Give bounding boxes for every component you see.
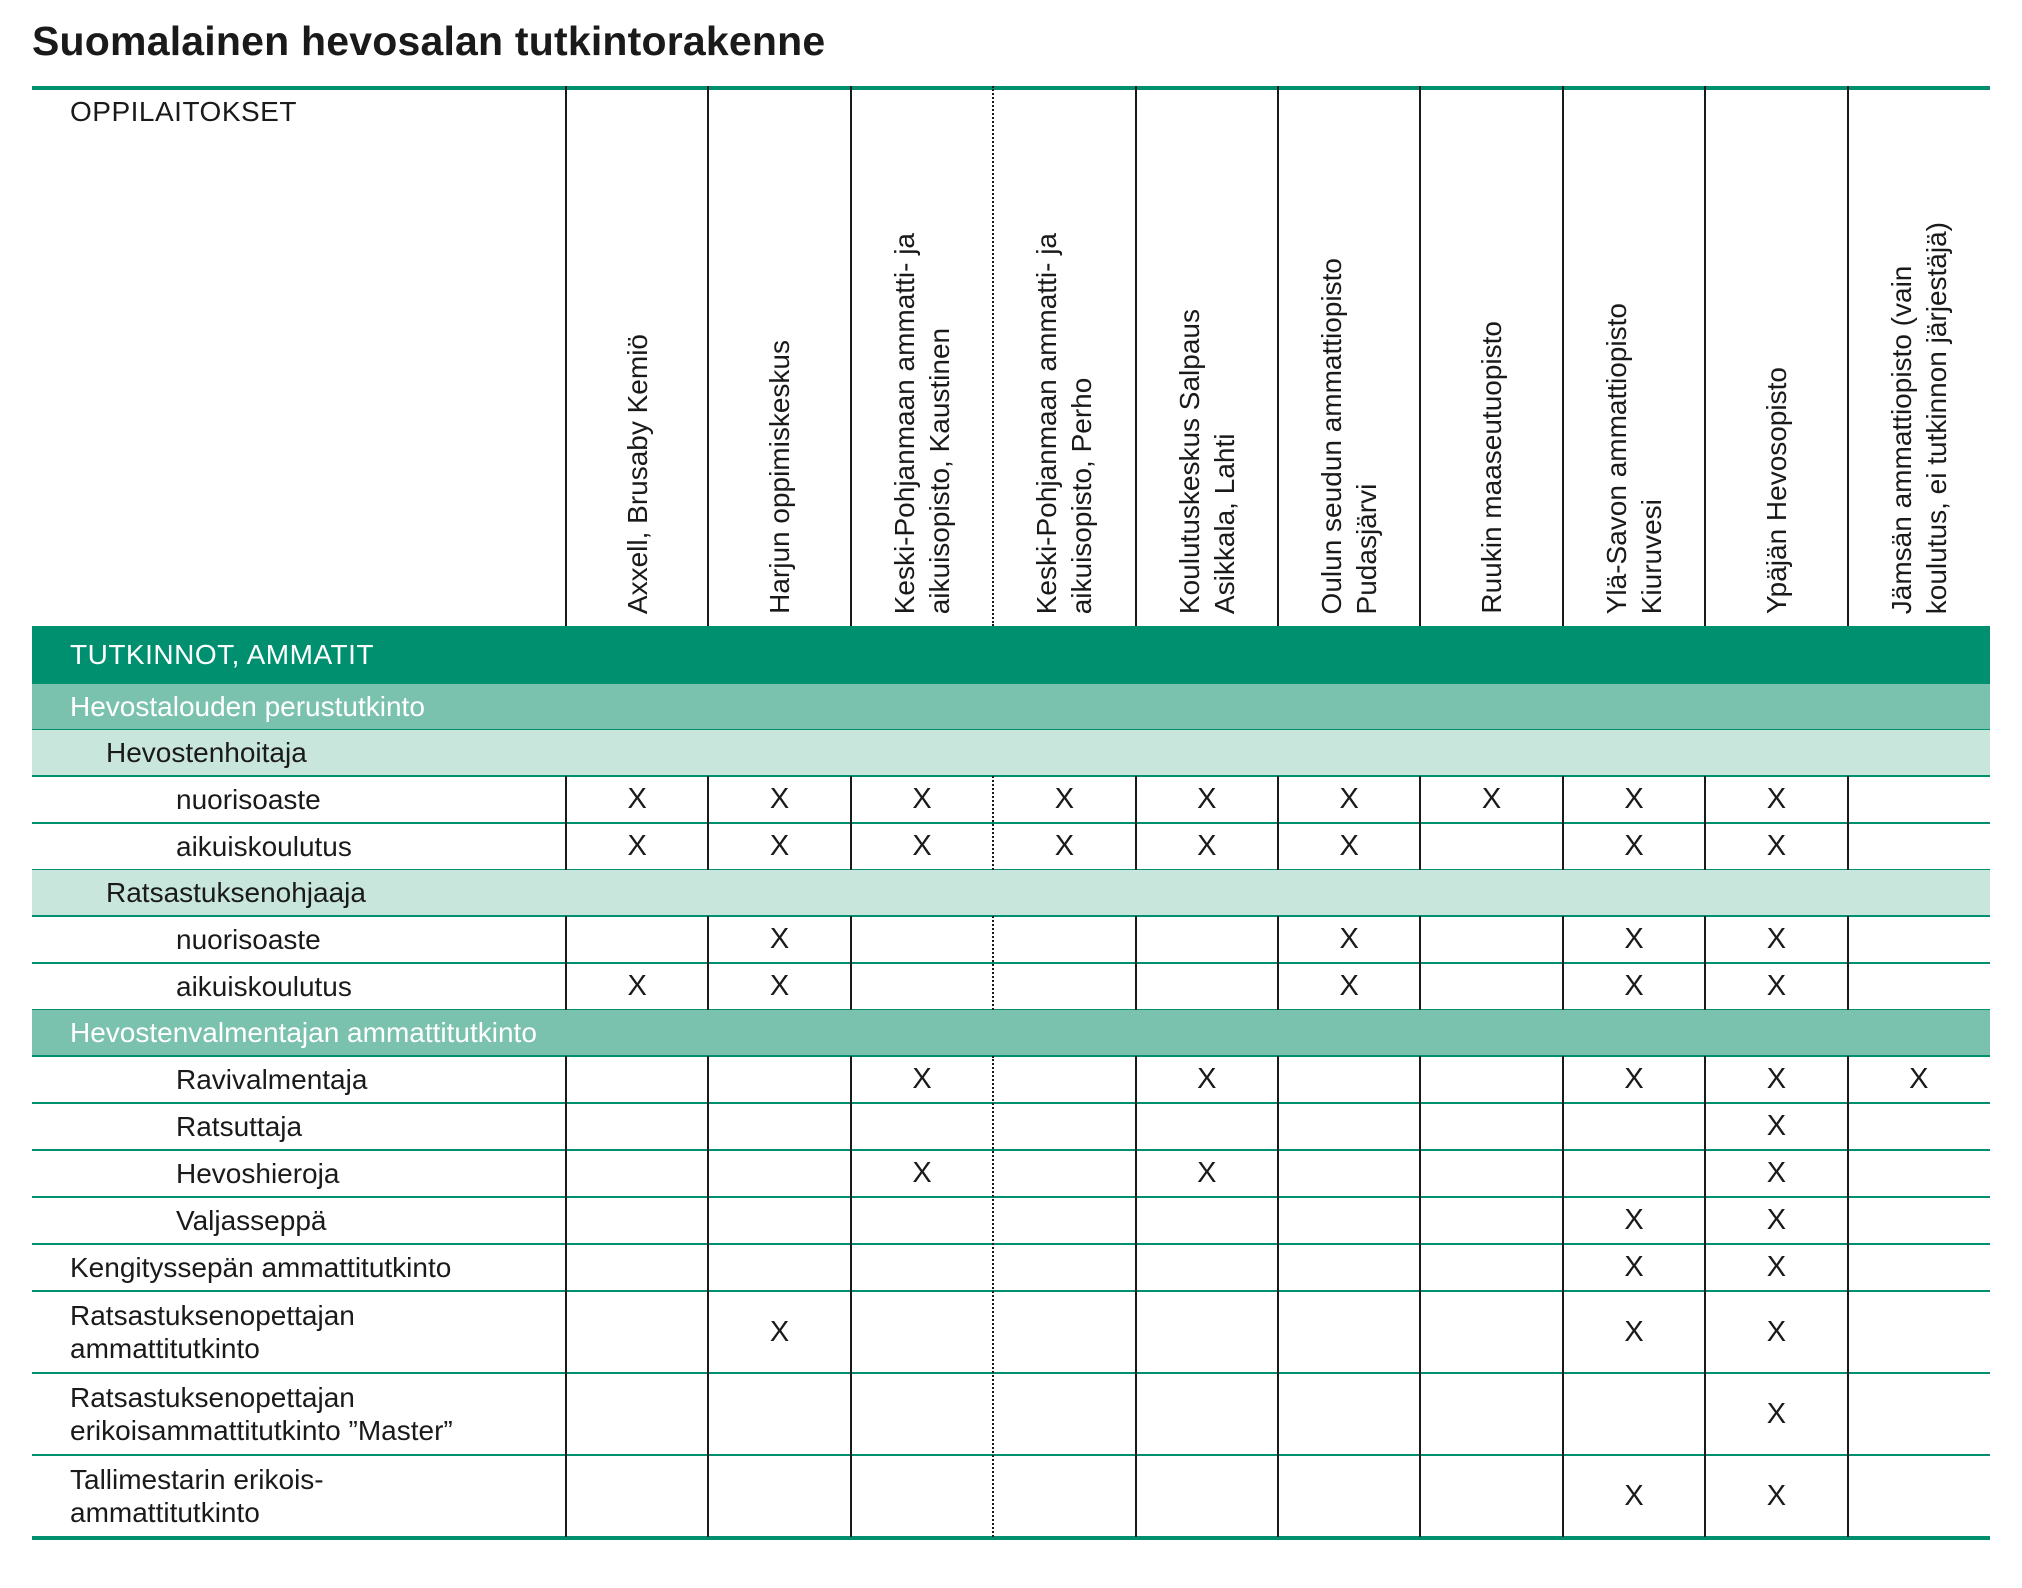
check-mark: X	[912, 1063, 932, 1095]
column-divider	[1419, 916, 1421, 1010]
check-mark: X	[1766, 830, 1787, 862]
check-mark: X	[1766, 970, 1787, 1002]
check-mark: X	[1624, 783, 1644, 815]
column-divider	[1277, 86, 1279, 626]
check-mark: X	[1624, 923, 1644, 955]
column-divider	[1562, 916, 1564, 1010]
check-mark: X	[1624, 830, 1644, 862]
check-mark: X	[769, 1315, 790, 1348]
column-header-label: Keski-Pohjanmaan ammatti- ja aikuisopisto, Perho	[1031, 232, 1098, 614]
column-divider	[1847, 1056, 1849, 1537]
check-mark: X	[769, 923, 790, 955]
column-divider	[1419, 86, 1421, 626]
column-divider	[565, 86, 567, 626]
column-divider	[992, 776, 994, 870]
column-header	[851, 106, 993, 614]
table-row	[32, 1373, 1990, 1455]
column-header	[1278, 106, 1420, 614]
check-mark: X	[1339, 830, 1359, 862]
check-mark: X	[1766, 923, 1787, 955]
occupation-band	[32, 730, 1990, 776]
qualification-band	[32, 684, 1990, 730]
column-divider	[1135, 916, 1137, 1010]
table-row	[32, 1103, 1990, 1150]
check-mark: X	[1197, 830, 1217, 862]
check-mark: X	[1054, 830, 1075, 862]
check-mark: X	[1766, 1251, 1787, 1283]
column-divider	[850, 916, 852, 1010]
page-title: Suomalainen hevosalan tutkintorakenne	[32, 18, 826, 64]
column-header	[1563, 106, 1705, 614]
column-divider	[1277, 776, 1279, 870]
column-divider	[1847, 916, 1849, 1010]
column-divider	[1135, 86, 1137, 626]
check-mark: X	[1766, 1063, 1787, 1095]
row-label: Ratsuttaja	[176, 1111, 303, 1142]
table-row	[32, 916, 1990, 963]
row-label: Tallimestarin erikois- ammattitutkinto	[70, 1464, 324, 1528]
table-row	[32, 776, 1990, 823]
check-mark: X	[1339, 970, 1359, 1002]
check-mark: X	[1624, 970, 1644, 1002]
column-header-label: Oulun seudun ammattiopisto Pudasjärvi	[1316, 257, 1383, 614]
column-divider	[992, 916, 994, 1010]
row-label: Ravivalmentaja	[176, 1064, 368, 1095]
check-mark: X	[1054, 783, 1075, 815]
check-mark: X	[1481, 783, 1502, 815]
column-divider	[707, 916, 709, 1010]
table-top-border	[32, 86, 1990, 90]
column-header-label: Ypäjän Hevosopisto	[1760, 367, 1792, 614]
column-header-label: Harjun oppimiskeskus	[764, 340, 796, 614]
row-label: Ratsastuksenopettajan erikoisammattitutkinto ”Master”	[70, 1382, 453, 1446]
row-label: Kengityssepän ammattitutkinto	[70, 1252, 452, 1283]
column-divider	[565, 776, 567, 870]
check-mark: X	[1766, 1157, 1787, 1189]
column-divider	[1847, 776, 1849, 870]
column-divider	[1277, 916, 1279, 1010]
column-divider	[1704, 86, 1706, 626]
column-divider	[1135, 776, 1137, 870]
column-header-label: Ruukin maaseutuopisto	[1476, 321, 1508, 614]
check-mark: X	[1339, 783, 1359, 815]
check-mark: X	[1624, 1479, 1644, 1512]
check-mark: X	[1766, 1479, 1787, 1512]
check-mark: X	[1766, 1315, 1787, 1348]
check-mark: X	[1766, 1204, 1787, 1236]
column-divider	[1847, 86, 1849, 626]
occupation-label: Hevostenhoitaja	[106, 737, 307, 768]
check-mark: X	[769, 830, 790, 862]
check-mark: X	[1766, 783, 1787, 815]
check-mark: X	[1624, 1063, 1644, 1095]
row-label: aikuiskoulutus	[176, 831, 352, 862]
column-divider	[1704, 916, 1706, 1010]
column-header-label: Koulutuskeskus Salpaus Asikkala, Lahti	[1173, 308, 1240, 614]
check-mark: X	[1197, 783, 1217, 815]
table-row	[32, 1197, 1990, 1244]
check-mark: X	[1909, 1063, 1929, 1095]
table-row	[32, 1056, 1990, 1103]
column-header	[993, 106, 1135, 614]
row-label: Ratsastuksenopettajan ammattitutkinto	[70, 1300, 355, 1364]
column-divider	[850, 86, 852, 626]
check-mark: X	[769, 783, 790, 815]
row-label: nuorisoaste	[176, 924, 321, 955]
check-mark: X	[627, 970, 647, 1002]
column-divider	[1419, 1056, 1421, 1537]
table-row	[32, 1291, 1990, 1373]
institutions-header-label: OPPILAITOKSET	[70, 96, 297, 127]
column-divider	[1562, 1056, 1564, 1537]
column-header	[1848, 106, 1990, 614]
check-mark: X	[1624, 1251, 1644, 1283]
section-heading: TUTKINNOT, AMMATIT	[70, 639, 375, 670]
occupation-band	[32, 870, 1990, 916]
column-divider	[707, 776, 709, 870]
column-divider	[992, 1056, 994, 1537]
row-label: nuorisoaste	[176, 784, 321, 815]
check-mark: X	[912, 830, 932, 862]
qualification-label: Hevostalouden perustutkinto	[70, 691, 425, 722]
column-divider	[1704, 1056, 1706, 1537]
qualification-table	[32, 86, 1990, 1554]
check-mark: X	[1197, 1063, 1217, 1095]
table-row	[32, 823, 1990, 870]
column-divider	[707, 1056, 709, 1537]
check-mark: X	[1624, 1204, 1644, 1236]
column-header	[1420, 106, 1562, 614]
column-divider	[992, 86, 994, 626]
column-divider	[1419, 776, 1421, 870]
column-divider	[1135, 1056, 1137, 1537]
column-header	[566, 106, 708, 614]
check-mark: X	[912, 1157, 932, 1189]
table-row	[32, 1244, 1990, 1291]
check-mark: X	[769, 970, 790, 1002]
table-row	[32, 1150, 1990, 1197]
row-label: aikuiskoulutus	[176, 971, 352, 1002]
row-label: Hevoshieroja	[176, 1158, 340, 1189]
check-mark: X	[1624, 1315, 1644, 1348]
column-divider	[1277, 1056, 1279, 1537]
column-divider	[565, 916, 567, 1010]
section-heading-band	[32, 626, 1990, 684]
table-bottom-border	[32, 1536, 1990, 1540]
column-header	[708, 106, 850, 614]
column-divider	[565, 1056, 567, 1537]
column-header-label: Jämsän ammattiopisto (vain koulutus, ei tutkinnon järjestäjä)	[1885, 221, 1952, 614]
column-divider	[1562, 86, 1564, 626]
column-header	[1136, 106, 1278, 614]
check-mark: X	[1197, 1157, 1217, 1189]
check-mark: X	[1766, 1110, 1787, 1142]
qualification-label: Hevostenvalmentajan ammattitutkinto	[70, 1017, 537, 1048]
column-header-label: Axxell, Brusaby Kemiö	[621, 333, 653, 614]
check-mark: X	[627, 830, 647, 862]
column-divider	[850, 776, 852, 870]
column-divider	[850, 1056, 852, 1537]
check-mark: X	[627, 783, 647, 815]
table-row	[32, 1455, 1990, 1537]
check-mark: X	[1766, 1397, 1787, 1430]
row-label: Valjasseppä	[176, 1205, 327, 1236]
check-mark: X	[1339, 923, 1359, 955]
column-header-label: Keski-Pohjanmaan ammatti- ja aikuisopisto, Kaustinen	[888, 232, 955, 614]
check-mark: X	[912, 783, 932, 815]
column-divider	[1562, 776, 1564, 870]
column-header-label: Ylä-Savon ammattiopisto Kiuruvesi	[1600, 302, 1667, 614]
table-row	[32, 963, 1990, 1010]
column-header	[1705, 106, 1847, 614]
column-divider	[707, 86, 709, 626]
qualification-band	[32, 1010, 1990, 1056]
occupation-label: Ratsastuksenohjaaja	[106, 877, 366, 908]
column-divider	[1704, 776, 1706, 870]
